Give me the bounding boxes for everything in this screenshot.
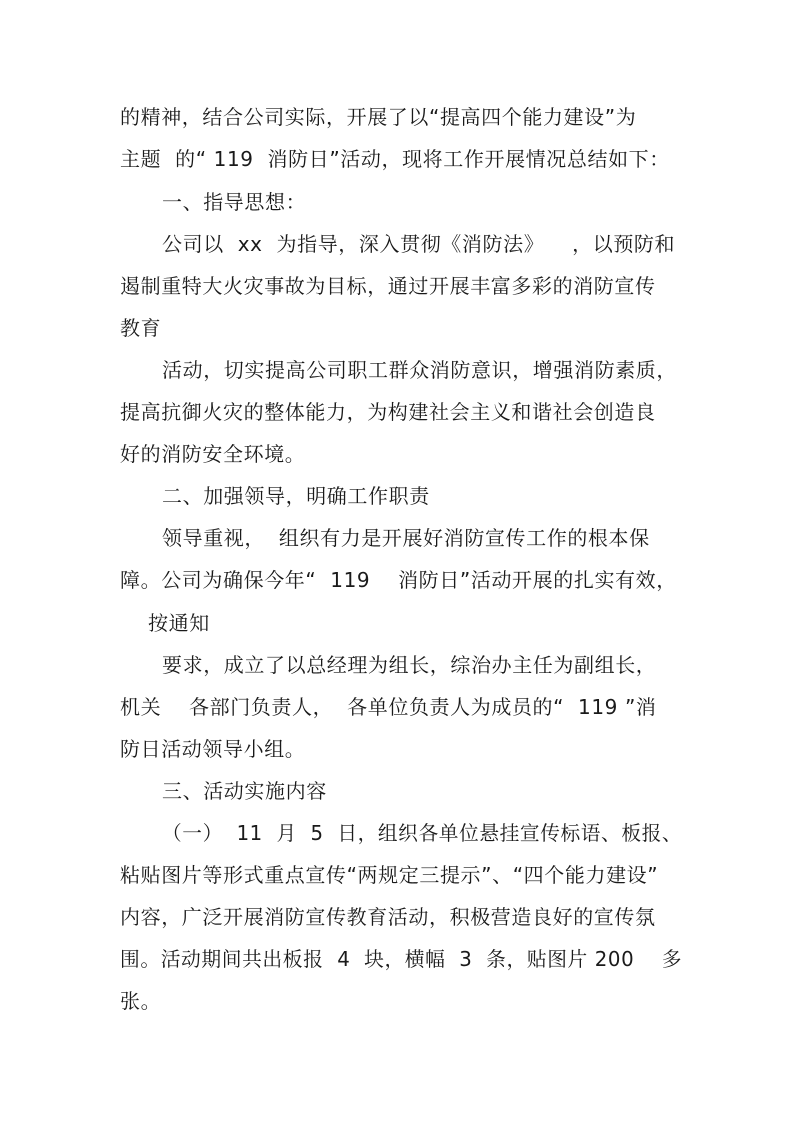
text-line: 防日活动领导小组。 xyxy=(120,737,306,761)
section-heading: 二、加强领导，明确工作职责 xyxy=(162,484,430,508)
text-line: 粘贴图片等形式重点宣传“两规定三提示”、“四个能力建设” xyxy=(120,863,659,887)
text-line: 主题 的“ 119 消防日”活动，现将工作开展情况总结如下： xyxy=(120,147,670,171)
text-line: 活动，切实提高公司职工群众消防意识，增强消防素质， xyxy=(162,358,677,382)
text-line: 的精神，结合公司实际，开展了以“提高四个能力建设”为 xyxy=(120,105,637,129)
text-line: 张。 xyxy=(120,989,162,1013)
text-line: 内容，广泛开展消防宣传教育活动，积极营造良好的宣传氛 xyxy=(120,905,656,929)
section-heading: 一、指导思想： xyxy=(162,190,307,214)
text-line: 领导重视， 组织有力是开展好消防宣传工作的根本保 xyxy=(162,526,650,550)
text-line: 围。活动期间共出板报 4 块，横幅 3 条，贴图片 200 多 xyxy=(120,947,683,971)
text-line: 教育 xyxy=(120,316,162,340)
text-line: 公司以 xx 为指导，深入贯彻《消防法》 ，以预防和 xyxy=(162,232,676,256)
text-line: 提高抗御火灾的整体能力，为构建社会主义和谐社会创造良 xyxy=(120,400,656,424)
text-line: 好的消防安全环境。 xyxy=(120,442,306,466)
text-line: 障。公司为确保今年“ 119 消防日”活动开展的扎实有效， xyxy=(120,568,677,592)
text-line: （一） 11 月 5 日，组织各单位悬挂宣传标语、板报、 xyxy=(162,821,683,845)
text-line: 遏制重特大火灾事故为目标，通过开展丰富多彩的消防宣传 xyxy=(120,274,656,298)
text-line: 要求，成立了以总经理为组长，综治办主任为副组长， xyxy=(162,653,657,677)
text-line: 机关 各部门负责人， 各单位负责人为成员的“ 119 ”消 xyxy=(120,695,657,719)
text-line: 按通知 xyxy=(148,611,210,635)
section-heading: 三、活动实施内容 xyxy=(162,779,327,803)
